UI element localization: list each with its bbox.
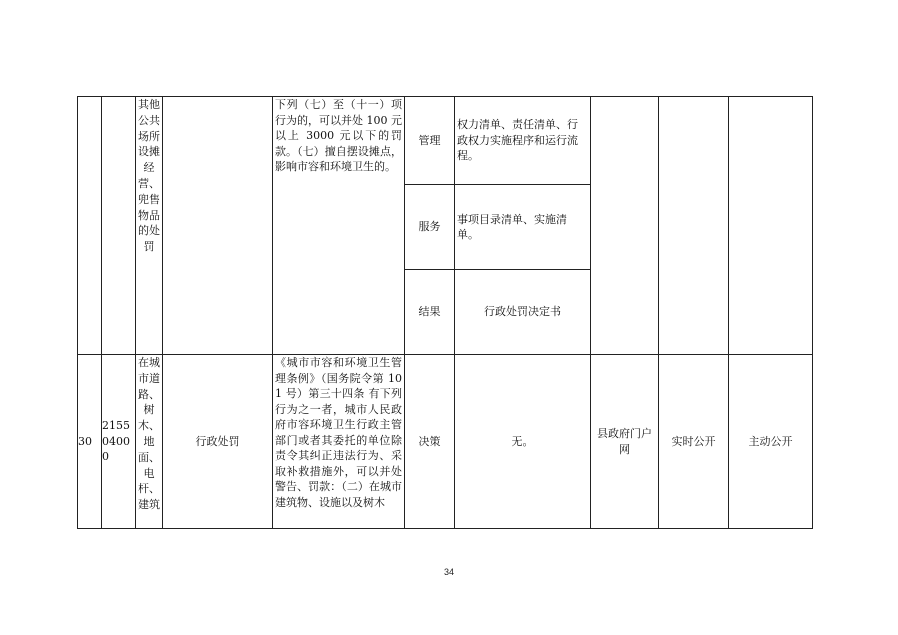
index-cell xyxy=(78,97,102,355)
table-row xyxy=(78,355,813,529)
stage-content-cell: 无。 xyxy=(455,355,591,529)
stage-cell: 结果 xyxy=(405,270,455,355)
mode-cell: 主动公开 xyxy=(729,355,813,529)
type-cell xyxy=(163,97,273,355)
item-name-cell: 在城市道路、树木、地面、电杆、建筑 xyxy=(136,355,163,529)
stage-cell: 管理 xyxy=(405,97,455,185)
type-cell: 行政处罚 xyxy=(163,355,273,529)
code-cell: 215504000 xyxy=(102,355,136,529)
subject-cell xyxy=(591,97,659,355)
index-cell: 30 xyxy=(78,355,102,529)
time-cell: 实时公开 xyxy=(659,355,729,529)
stage-content-cell: 事项目录清单、实施清单。 xyxy=(455,185,591,270)
basis-cell: 下列（七）至（十一）项行为的，可以并处 100 元以上 3000 元以下的罚款。（七）擅自摆设摊点，影响市容和环境卫生的。 xyxy=(273,97,405,355)
stage-cell: 决策 xyxy=(405,355,455,529)
item-name-cell: 其他公共场所设摊经营、兜售物品的处罚 xyxy=(136,97,163,355)
mode-cell xyxy=(729,97,813,355)
code-cell xyxy=(102,97,136,355)
table-row xyxy=(78,97,813,185)
stage-content-cell: 权力清单、责任清单、行政权力实施程序和运行流程。 xyxy=(455,97,591,185)
time-cell xyxy=(659,97,729,355)
disclosure-table xyxy=(77,96,813,529)
basis-cell: 《城市市容和环境卫生管理条例》（国务院令第 101 号）第三十四条 有下列行为之一者，城市人民政府市容环境卫生行政主管部门或者其委托的单位除责令其纠正违法行为、采取补救措施外，可以并处警告、罚款：（二）在城市建筑物、设施以及树木 xyxy=(273,355,405,529)
subject-cell: 县政府门户网 xyxy=(591,355,659,529)
page-number: 34 xyxy=(443,567,454,577)
stage-content-cell: 行政处罚决定书 xyxy=(455,270,591,355)
stage-cell: 服务 xyxy=(405,185,455,270)
